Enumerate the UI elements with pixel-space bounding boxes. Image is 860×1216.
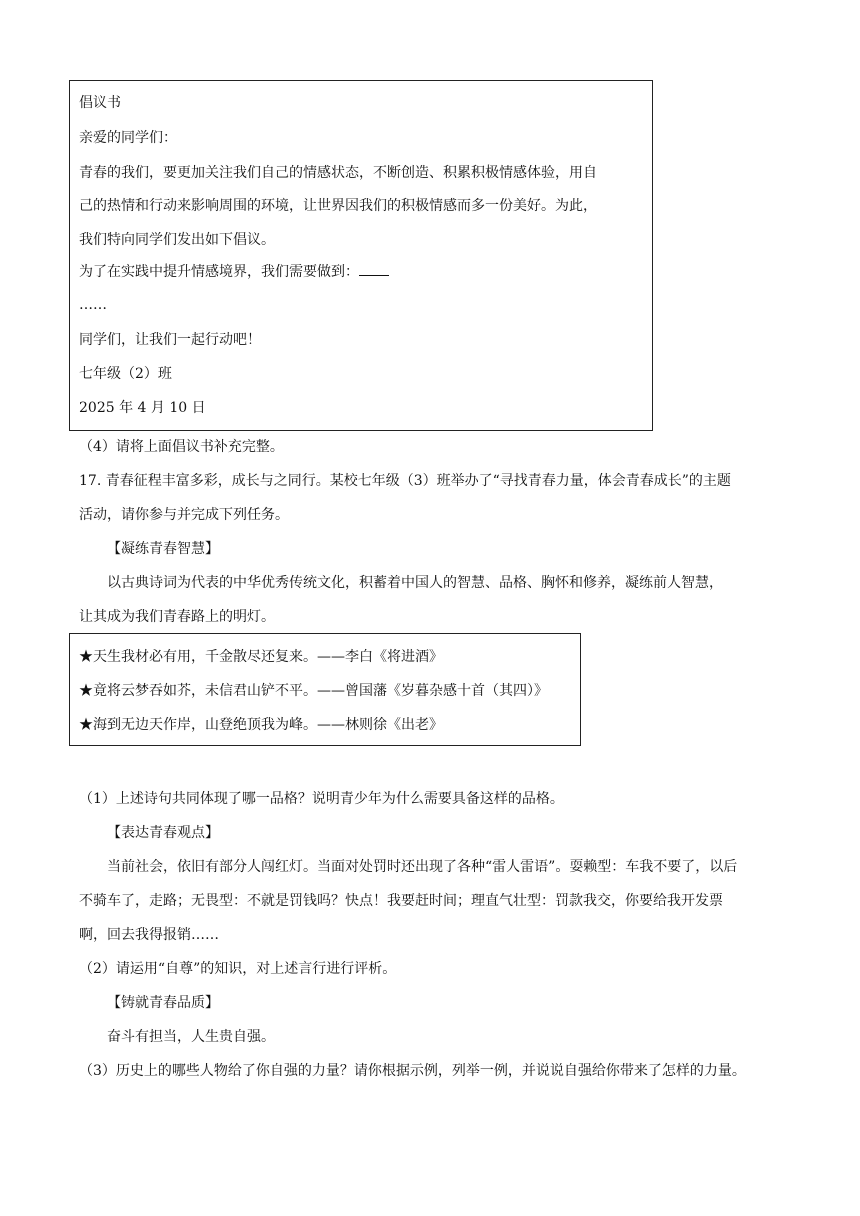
- proposal-signature: 七年级（2）班: [79, 366, 172, 382]
- proposal-title: 倡议书: [79, 95, 121, 111]
- proposal-paragraph-2: [79, 263, 389, 281]
- sub-question-1: （1）上述诗句共同体现了哪一品格？说明青少年为什么需要具备这样的品格。: [79, 791, 564, 807]
- section-2-line-1: 当前社会，依旧有部分人闯红灯。当面对处罚时还出现了各种“雷人雷语”。耍赖型：车我不要了，以后: [107, 859, 738, 875]
- proposal-ellipsis: ……: [79, 297, 107, 313]
- section-3-line-1: 奋斗有担当，人生贵自强。: [107, 1029, 275, 1045]
- proposal-paragraph-1-line-2: 己的热情和行动来影响周围的环境，让世界因我们的积极情感而多一份美好。为此，: [79, 198, 597, 214]
- section-3-title: 【铸就青春品质】: [107, 995, 219, 1011]
- proposal-greeting: 亲爱的同学们：: [79, 130, 177, 146]
- sub-question-3: （3）历史上的哪些人物给了你自强的力量？请你根据示例，列举一例，并说说自强给你带来了怎样的力量。: [79, 1063, 746, 1079]
- proposal-date: 2025 年 4 月 10 日: [79, 400, 206, 416]
- proposal-paragraph-2-text: 为了在实践中提升情感境界，我们需要做到：: [79, 264, 359, 280]
- proposal-paragraph-1-line-1: 青春的我们，要更加关注我们自己的情感状态，不断创造、积累积极情感体验，用自: [79, 165, 597, 181]
- question-17-intro-line-1: 17. 青春征程丰富多彩，成长与之同行。某校七年级（3）班举办了“寻找青春力量，体会青春成长”的主题: [79, 473, 731, 489]
- question-17-intro-line-2: 活动，请你参与并完成下列任务。: [79, 507, 289, 523]
- section-1-line-2: 让其成为我们青春路上的明灯。: [79, 609, 275, 625]
- section-2-line-2: 不骑车了，走路；无畏型：不就是罚钱吗？快点！我要赶时间；理直气壮型：罚款我交，你要给我开发票: [79, 893, 723, 909]
- section-2-line-3: 啊，回去我得报销……: [79, 927, 219, 943]
- section-1-line-1: 以古典诗词为代表的中华优秀传统文化，积蓄着中国人的智慧、品格、胸怀和修养，凝练前人智慧，: [107, 575, 723, 591]
- proposal-paragraph-1-line-3: 我们特向同学们发出如下倡议。: [79, 232, 275, 248]
- section-1-title: 【凝练青春智慧】: [107, 541, 219, 557]
- question-16-part-4: （4）请将上面倡议书补充完整。: [79, 439, 284, 455]
- proposal-closing: 同学们，让我们一起行动吧！: [79, 332, 261, 348]
- poem-line-3: ★海到无边天作岸，山登绝顶我为峰。——林则徐《出老》: [79, 717, 443, 733]
- poem-line-2: ★竟将云梦吞如芥，未信君山铲不平。——曾国藩《岁暮杂感十首（其四）》: [79, 683, 548, 699]
- sub-question-2: （2）请运用“自尊”的知识，对上述言行进行评析。: [79, 961, 397, 977]
- answer-blank[interactable]: [359, 263, 389, 276]
- section-2-title: 【表达青春观点】: [107, 825, 219, 841]
- poem-line-1: ★天生我材必有用，千金散尽还复来。——李白《将进酒》: [79, 649, 443, 665]
